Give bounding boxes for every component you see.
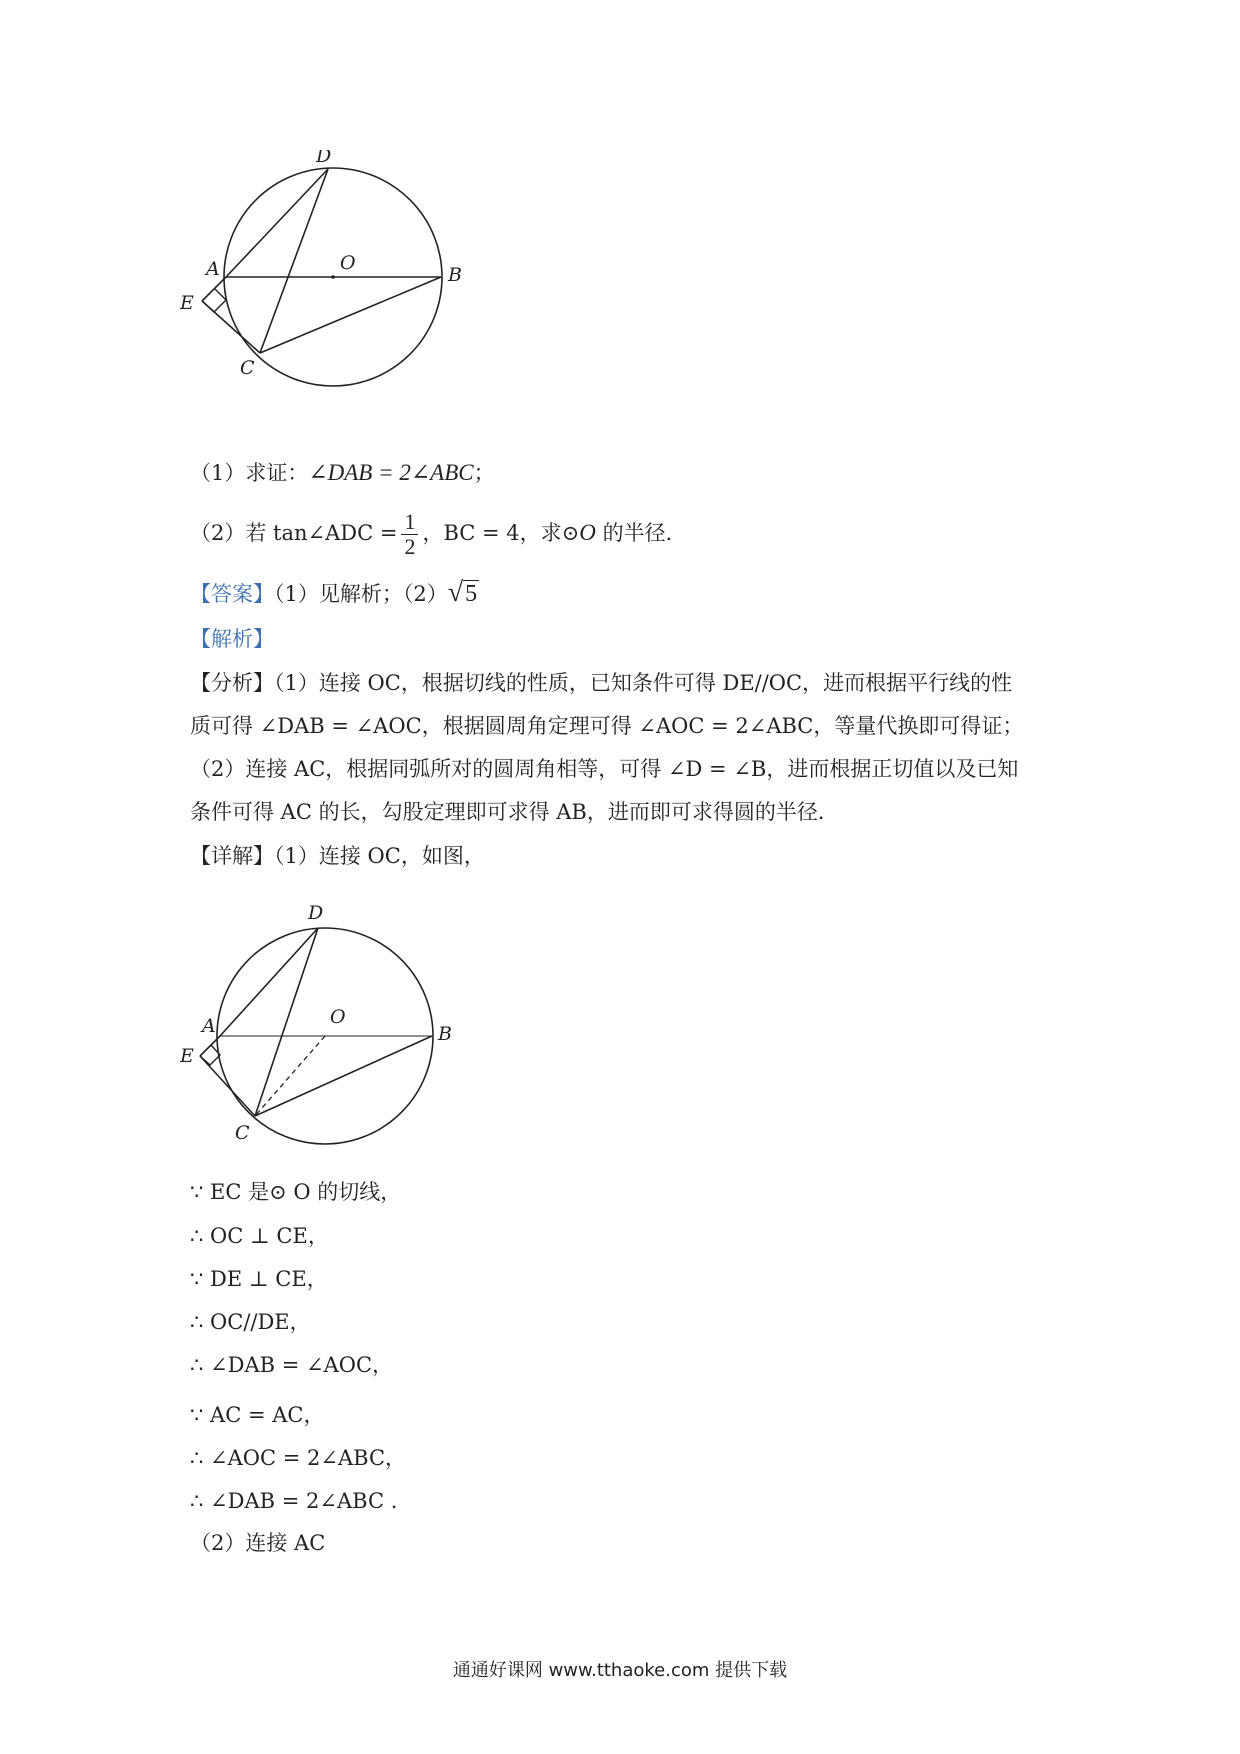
label-c-2: C (235, 1122, 250, 1144)
label-a: A (206, 258, 220, 280)
label-e: E (180, 292, 194, 314)
answer-line: 【答案】（1）见解析；（2）√5 (190, 577, 478, 608)
label-d-2: D (308, 902, 324, 924)
step-4: ∴ OC//DE， (190, 1310, 311, 1334)
fenxi-line-2: 质可得 ∠DAB = ∠AOC，根据圆周角定理可得 ∠AOC = 2∠ABC，等量代换即可得证； (190, 714, 1024, 738)
step-8: ∴ ∠DAB = 2∠ABC . (190, 1489, 398, 1513)
step-5: ∴ ∠DAB = ∠AOC， (190, 1353, 394, 1377)
question-1: （1）求证：∠DAB = 2∠ABC； (190, 460, 495, 485)
line-dc (260, 169, 328, 353)
fraction-half: $\frac{1}{2}$ (401, 510, 418, 559)
line-dc-2 (255, 928, 318, 1116)
line-oc-dashed (255, 1036, 325, 1116)
label-d: D (316, 150, 332, 167)
right-angle-mark (202, 289, 226, 312)
fenxi-line-1: 【分析】（1）连接 OC，根据切线的性质，已知条件可得 DE//OC，进而根据平行线的性 (190, 671, 1013, 695)
analysis-tag: 【解析】 (190, 627, 274, 651)
label-e-2: E (180, 1045, 194, 1067)
center-dot (331, 275, 335, 279)
label-c: C (240, 357, 255, 379)
part-2: （2）连接 AC (190, 1531, 326, 1555)
step-1: ∵ EC 是⊙ O 的切线， (190, 1180, 402, 1204)
label-b: B (448, 264, 462, 286)
label-o: O (340, 252, 356, 274)
fenxi-line-3: （2）连接 AC，根据同弧所对的圆周角相等，可得 ∠D = ∠B，进而根据正切值以及已知 (190, 757, 1019, 781)
xiangjie-line: 【详解】（1）连接 OC，如图， (190, 844, 485, 868)
page-footer: 通通好课网 www.tthaoke.com 提供下载 (452, 1660, 788, 1681)
question-2: （2）若 tan∠ADC = $\frac{1}{2}$ ，BC = 4，求⊙O 的半径． (190, 509, 687, 559)
label-o-2: O (330, 1006, 346, 1028)
step-2: ∴ OC ⊥ CE， (190, 1224, 329, 1248)
line-cb (260, 277, 441, 353)
step-6: ∵ AC = AC， (190, 1403, 325, 1427)
line-cb-2 (255, 1036, 432, 1116)
line-ae (202, 277, 226, 301)
label-a-2: A (202, 1015, 216, 1037)
step-3: ∵ DE ⊥ CE， (190, 1267, 328, 1291)
step-7: ∴ ∠AOC = 2∠ABC， (190, 1446, 407, 1470)
line-ad (226, 169, 328, 277)
label-b-2: B (438, 1023, 452, 1045)
line-ec-2 (200, 1056, 255, 1116)
sqrt-expression: √5 (447, 577, 478, 608)
fenxi-line-4: 条件可得 AC 的长，勾股定理即可求得 AB，进而即可求得圆的半径． (190, 800, 839, 824)
figure-2 (180, 895, 520, 1165)
figure-1 (180, 150, 520, 440)
